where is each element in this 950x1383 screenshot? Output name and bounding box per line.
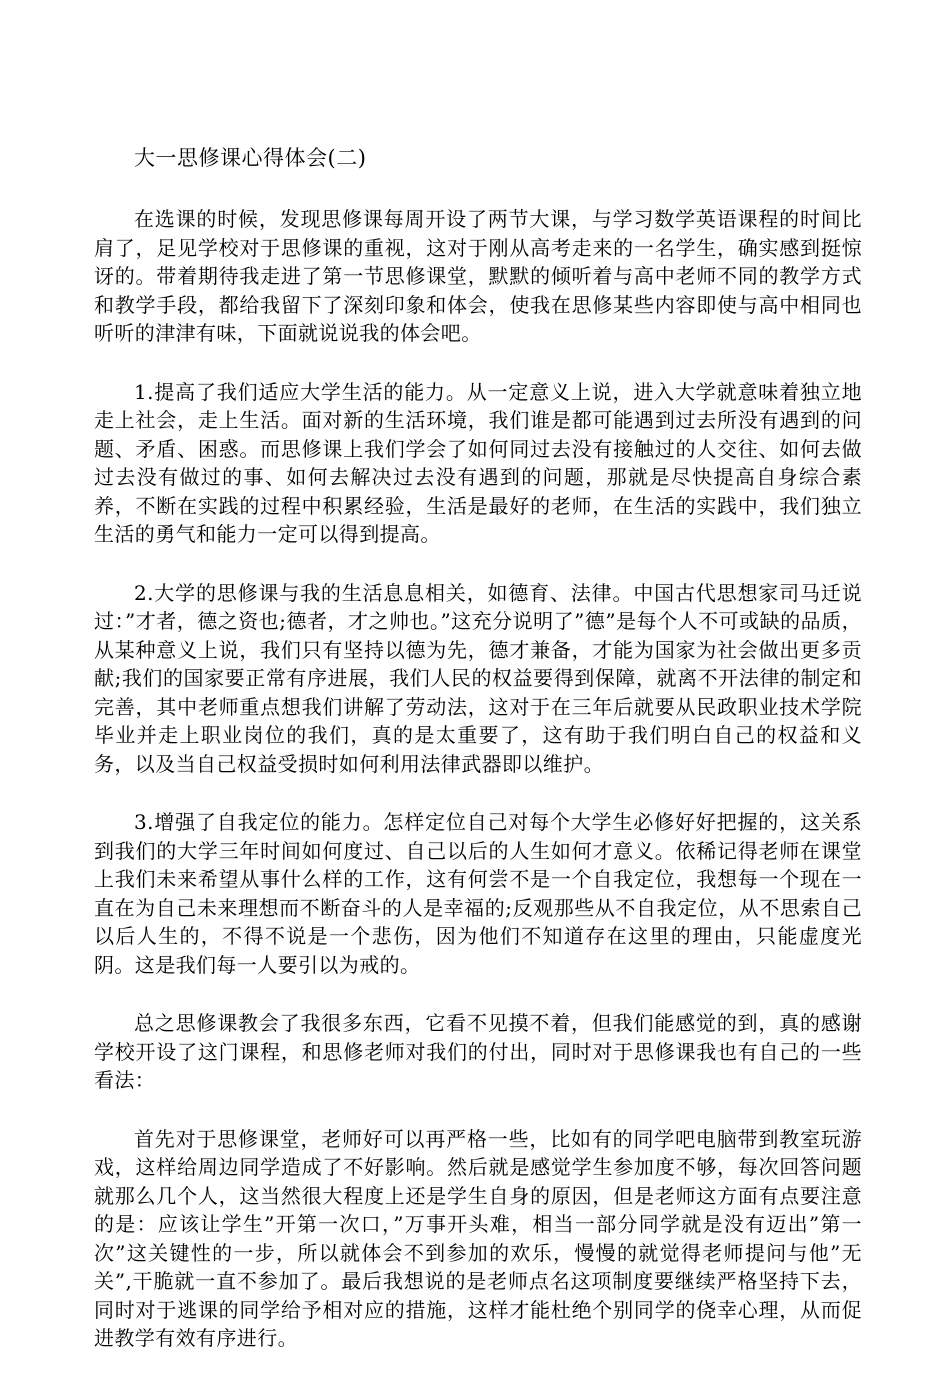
paragraph-point-2: 2.大学的思修课与我的生活息息相关，如德育、法律。中国古代思想家司马迁说过：”才者，德之资也;德者，才之帅也。”这充分说明了”德”是每个人不可或缺的品质，从某种意义上说，我们只有坚持以德为先，德才兼备，才能为国家为社会做出更多贡献;我们的国家要正常有序进展，我们人民的权益要得到保障，就离不开法律的制定和完善，其中老师重点想我们讲解了劳动法，这对于在三年后就要从民政职业技术学院毕业并走上职业岗位的我们，真的是太重要了，这有助于我们明白自己的权益和义务，以及当自己权益受损时如何利用法律武器即以维护。	[94, 580, 862, 776]
document-page	[94, 143, 862, 1383]
paragraph-summary: 总之思修课教会了我很多东西，它看不见摸不着，但我们能感觉的到，真的感谢学校开设了这门课程，和思修老师对我们的付出，同时对于思修课我也有自己的一些看法：	[94, 1011, 862, 1092]
document-title: 大一思修课心得体会(二)	[134, 146, 367, 170]
paragraph-intro: 在选课的时候，发现思修课每周开设了两节大课，与学习数学英语课程的时间比肩了，足见学校对于思修课的重视，这对于刚从高考走来的一名学生，确实感到挺惊讶的。带着期待我走进了第一节思修课堂，默默的倾听着与高中老师不同的教学方式和教学手段，都给我留下了深刻印象和体会，使我在思修某些内容即使与高中相同也听听的津津有味，下面就说说我的体会吧。	[94, 207, 862, 345]
paragraph-point-1: 1.提高了我们适应大学生活的能力。从一定意义上说，进入大学就意味着独立地走上社会，走上生活。面对新的生活环境，我们谁是都可能遇到过去所没有遇到的问题、矛盾、困惑。而思修课上我们学会了如何同过去没有接触过的人交往、如何去做过去没有做过的事、如何去解决过去没有遇到的问题，那就是尽快提高自身综合素养，不断在实践的过程中积累经验，生活是最好的老师，在生活的实践中，我们独立生活的勇气和能力一定可以得到提高。	[94, 379, 862, 546]
paragraph-point-3: 3.增强了自我定位的能力。怎样定位自己对每个大学生必修好好把握的，这关系到我们的大学三年时间如何度过、自己以后的人生如何才意义。依稀记得老师在课堂上我们未来希望从事什么样的工作，这有何尝不是一个自我定位，我想每一个现在一直在为自己未来理想而不断奋斗的人是幸福的;反观那些从不自我定位，从不思索自己以后人生的，不得不说是一个悲伤，因为他们不知道存在这里的理由，只能虚度光阴。这是我们每一人要引以为戒的。	[94, 810, 862, 977]
paragraph-suggestions: 首先对于思修课堂，老师好可以再严格一些，比如有的同学吧电脑带到教室玩游戏，这样给周边同学造成了不好影响。然后就是感觉学生参加度不够，每次回答问题就那么几个人，这当然很大程度上还是学生自身的原因，但是老师这方面有点要注意的是：应该让学生”开第一次口，”万事开头难，相当一部分同学就是没有迈出”第一次”这关键性的一步，所以就体会不到参加的欢乐，慢慢的就觉得老师提问与他”无关”,干脆就一直不参加了。最后我想说的是老师点名这项制度要继续严格坚持下去，同时对于逃课的同学给予相对应的措施，这样才能杜绝个别同学的侥幸心理，从而促进教学有效有序进行。	[94, 1126, 862, 1350]
